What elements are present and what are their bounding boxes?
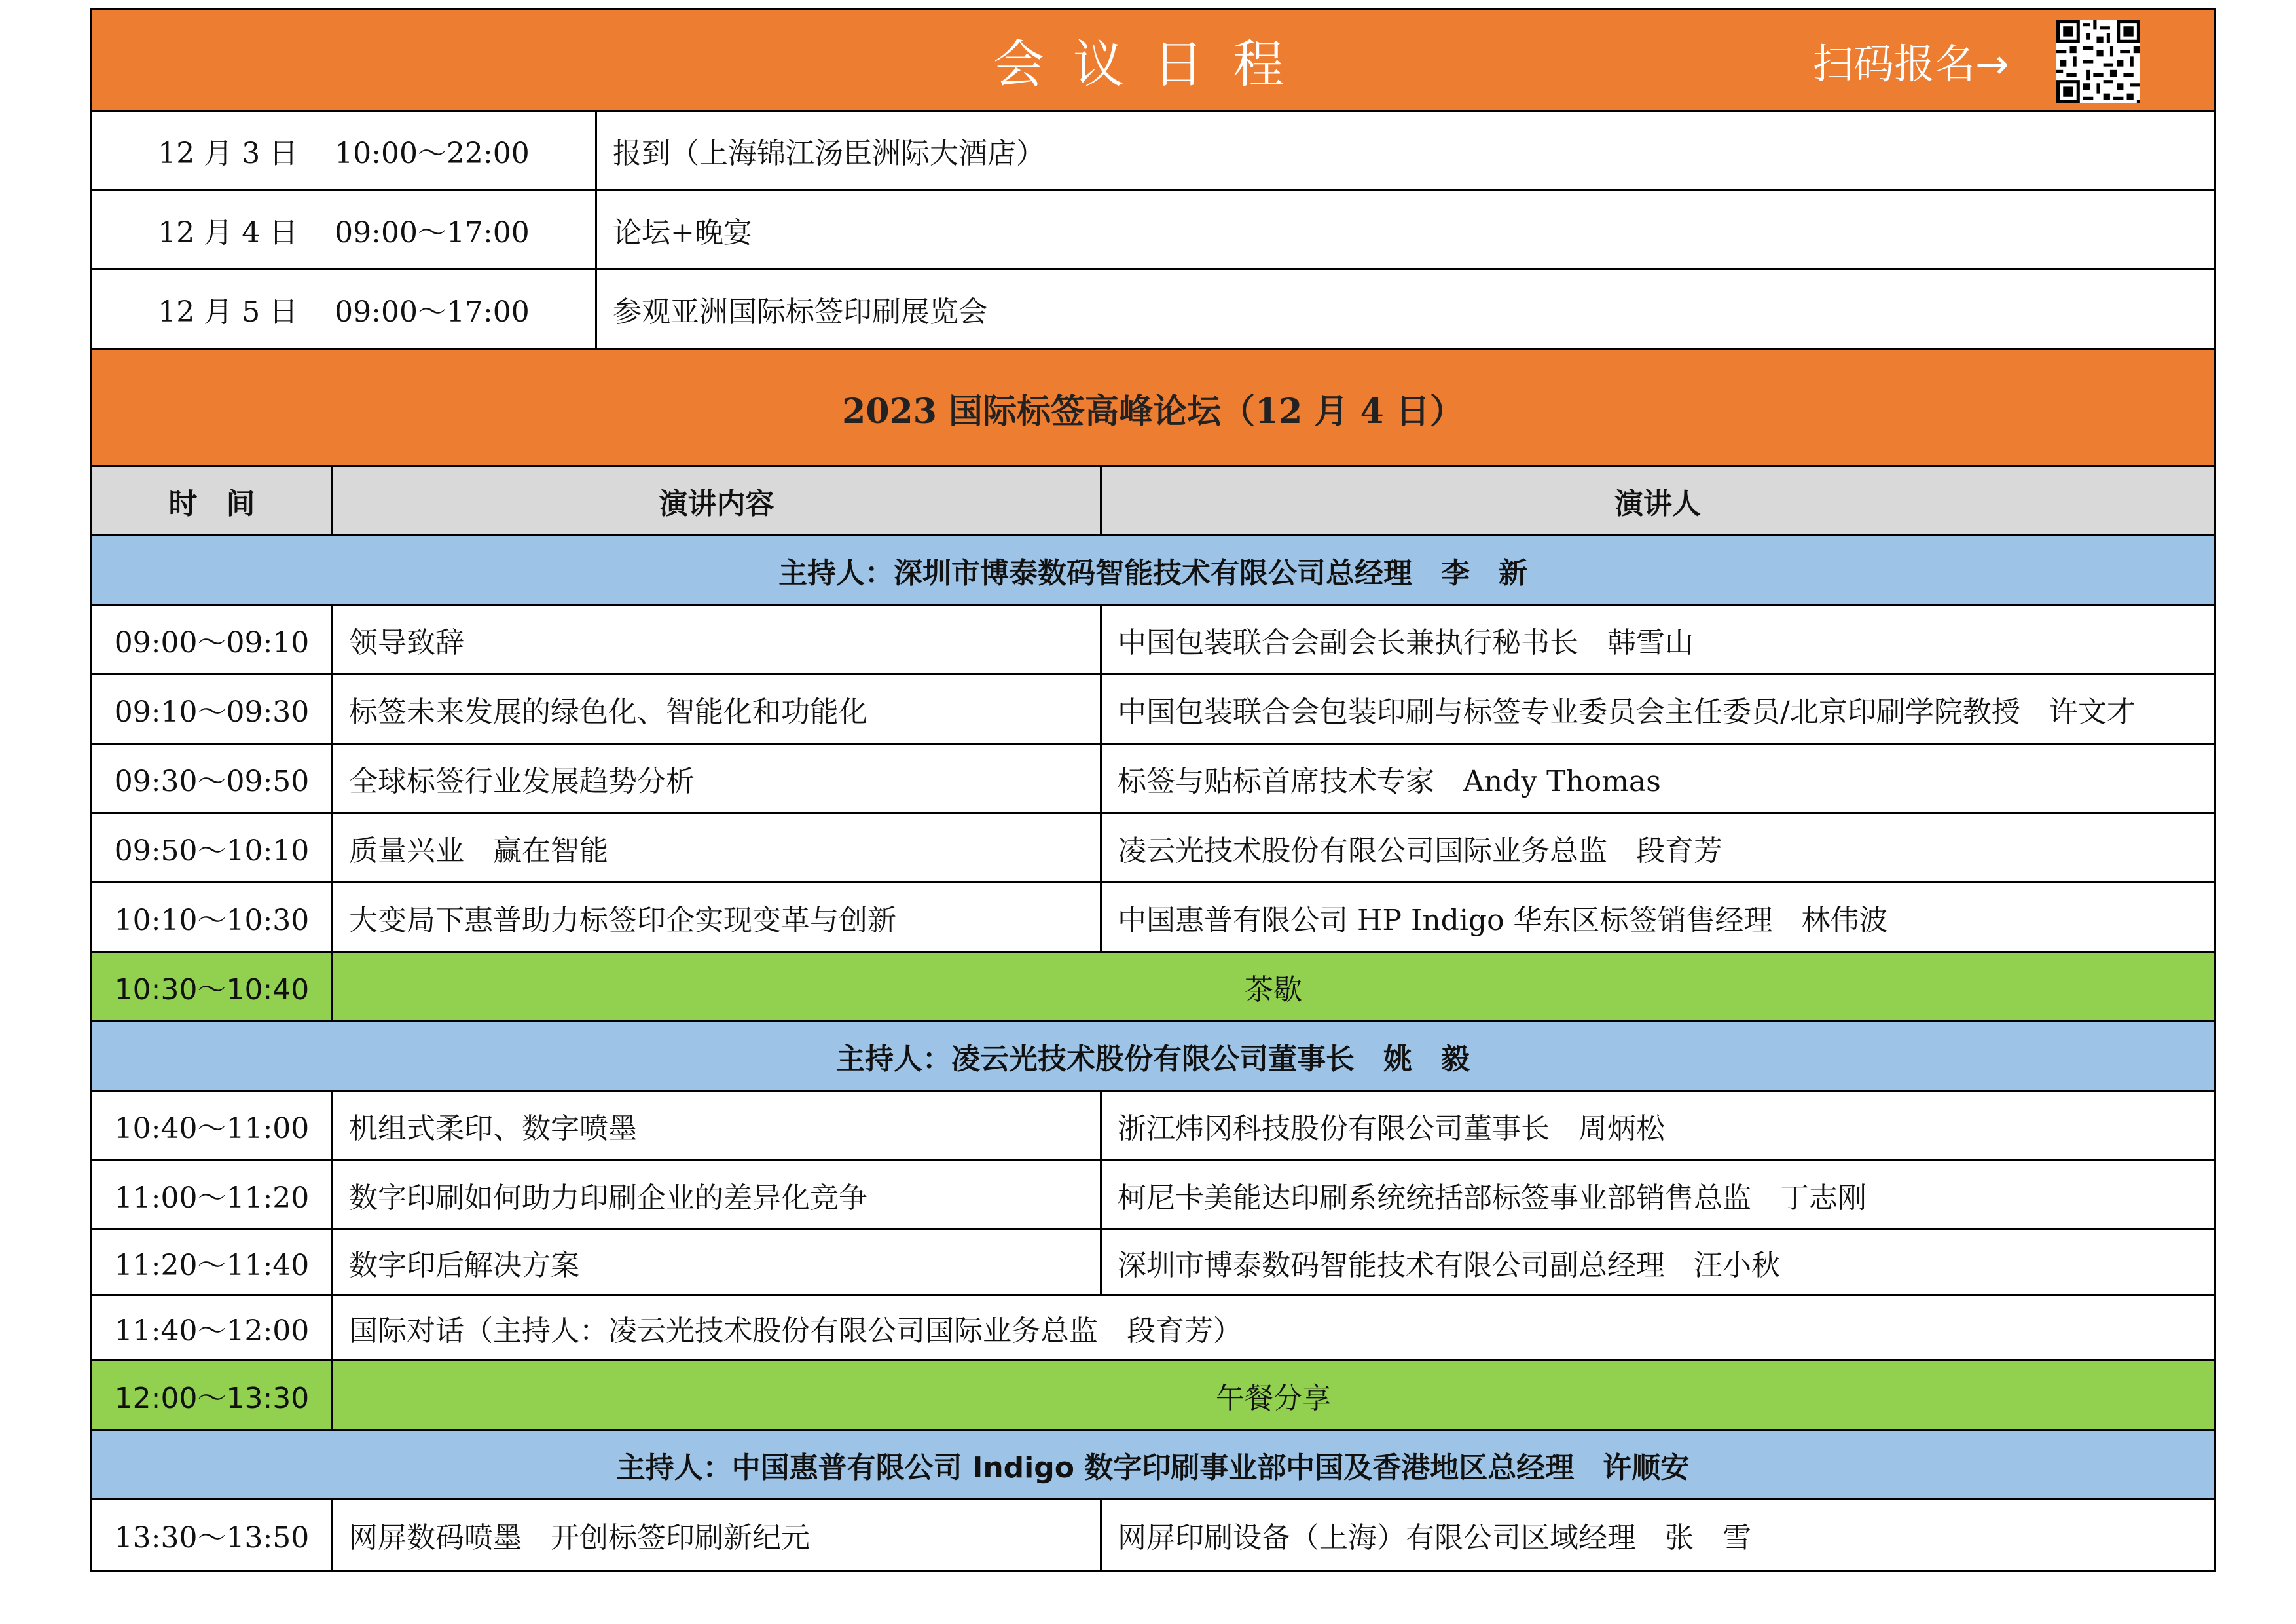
talk-time: 10:40～11:00 <box>114 1111 310 1145</box>
break-time: 12:00～13:30 <box>114 1381 310 1415</box>
page-title: 会议日程 <box>993 35 1313 94</box>
schedule-event: 报到（上海锦江汤臣洲际大酒店） <box>595 112 2214 189</box>
column-header-content: 演讲内容 <box>331 467 1100 534</box>
schedule-date: 12 月 4 日 <box>158 216 299 249</box>
talk-topic: 全球标签行业发展趋势分析 <box>331 745 1100 812</box>
table-row <box>92 1092 2214 1161</box>
talk-speaker: 凌云光技术股份有限公司国际业务总监 段育芳 <box>1100 814 2214 881</box>
table-row <box>92 745 2214 814</box>
table-row <box>92 1161 2214 1230</box>
host-row <box>92 1431 2214 1500</box>
column-header-speaker: 演讲人 <box>1100 467 2214 534</box>
schedule-row <box>92 270 2214 350</box>
schedule-event: 参观亚洲国际标签印刷展览会 <box>595 270 2214 348</box>
talk-speaker: 标签与贴标首席技术专家 Andy Thomas <box>1100 745 2214 812</box>
agenda-header <box>92 10 2214 112</box>
host-row <box>92 536 2214 606</box>
schedule-event: 论坛+晚宴 <box>595 191 2214 268</box>
schedule-datetime <box>92 112 595 189</box>
talk-time: 11:20～11:40 <box>114 1248 310 1282</box>
talk-topic: 数字印后解决方案 <box>331 1230 1100 1294</box>
talk-time: 11:40～12:00 <box>114 1314 310 1348</box>
break-row <box>92 1361 2214 1431</box>
talk-topic: 大变局下惠普助力标签印企实现变革与创新 <box>331 883 1100 951</box>
schedule-row <box>92 112 2214 191</box>
schedule-date: 12 月 3 日 <box>158 137 299 170</box>
schedule-date: 12 月 5 日 <box>158 295 299 329</box>
talk-topic: 质量兴业 赢在智能 <box>331 814 1100 881</box>
talk-time: 09:10～09:30 <box>114 695 310 729</box>
talk-topic: 机组式柔印、数字喷墨 <box>331 1092 1100 1159</box>
schedule-time: 10:00～22:00 <box>335 137 530 170</box>
table-row <box>92 883 2214 953</box>
table-row <box>92 675 2214 745</box>
talk-time: 11:00～11:20 <box>114 1181 310 1215</box>
break-label: 茶歇 <box>331 953 2214 1020</box>
talk-time: 09:00～09:10 <box>114 625 310 659</box>
host-label: 主持人：深圳市博泰数码智能技术有限公司总经理 李 新 <box>778 556 1527 590</box>
host-label: 主持人：中国惠普有限公司 Indigo 数字印刷事业部中国及香港地区总经理 许顺安 <box>616 1450 1690 1485</box>
qr-code-icon[interactable] <box>2056 20 2140 103</box>
agenda-table <box>90 8 2216 1572</box>
talk-topic: 网屏数码喷墨 开创标签印刷新纪元 <box>331 1500 1100 1570</box>
schedule-time: 09:00～17:00 <box>335 295 530 329</box>
talk-speaker: 中国惠普有限公司 HP Indigo 华东区标签销售经理 林伟波 <box>1100 883 2214 951</box>
talk-speaker: 网屏印刷设备（上海）有限公司区域经理 张 雪 <box>1100 1500 2214 1570</box>
column-header-row <box>92 467 2214 536</box>
break-time: 10:30～10:40 <box>114 972 310 1006</box>
talk-time: 09:50～10:10 <box>114 834 310 868</box>
break-row <box>92 953 2214 1022</box>
dialogue-topic: 国际对话（主持人：凌云光技术股份有限公司国际业务总监 段育芳） <box>331 1296 2214 1359</box>
talk-speaker: 浙江炜冈科技股份有限公司董事长 周炳松 <box>1100 1092 2214 1159</box>
talk-speaker: 中国包装联合会包装印刷与标签专业委员会主任委员/北京印刷学院教授 许文才 <box>1100 675 2214 743</box>
host-label: 主持人：凌云光技术股份有限公司董事长 姚 毅 <box>836 1042 1470 1076</box>
table-row <box>92 606 2214 675</box>
table-row <box>92 1230 2214 1296</box>
schedule-time: 09:00～17:00 <box>335 216 530 249</box>
host-row <box>92 1022 2214 1092</box>
column-header-time: 时 间 <box>168 487 255 521</box>
schedule-row <box>92 191 2214 270</box>
scan-to-register-label: 扫码报名→ <box>1813 39 2009 88</box>
talk-speaker: 柯尼卡美能达印刷系统统括部标签事业部销售总监 丁志刚 <box>1100 1161 2214 1228</box>
talk-time: 09:30～09:50 <box>114 764 310 798</box>
talk-topic: 标签未来发展的绿色化、智能化和功能化 <box>331 675 1100 743</box>
talk-speaker: 中国包装联合会副会长兼执行秘书长 韩雪山 <box>1100 606 2214 673</box>
schedule-datetime <box>92 270 595 348</box>
talk-time: 13:30～13:50 <box>114 1521 310 1555</box>
table-row <box>92 814 2214 883</box>
talk-time: 10:10～10:30 <box>114 903 310 937</box>
forum-title: 2023 国际标签高峰论坛（12 月 4 日） <box>842 392 1464 432</box>
table-row <box>92 1500 2214 1570</box>
dialogue-row <box>92 1296 2214 1361</box>
talk-speaker: 深圳市博泰数码智能技术有限公司副总经理 汪小秋 <box>1100 1230 2214 1294</box>
talk-topic: 领导致辞 <box>331 606 1100 673</box>
break-label: 午餐分享 <box>331 1361 2214 1429</box>
schedule-datetime <box>92 191 595 268</box>
forum-title-row <box>92 350 2214 467</box>
talk-topic: 数字印刷如何助力印刷企业的差异化竞争 <box>331 1161 1100 1228</box>
